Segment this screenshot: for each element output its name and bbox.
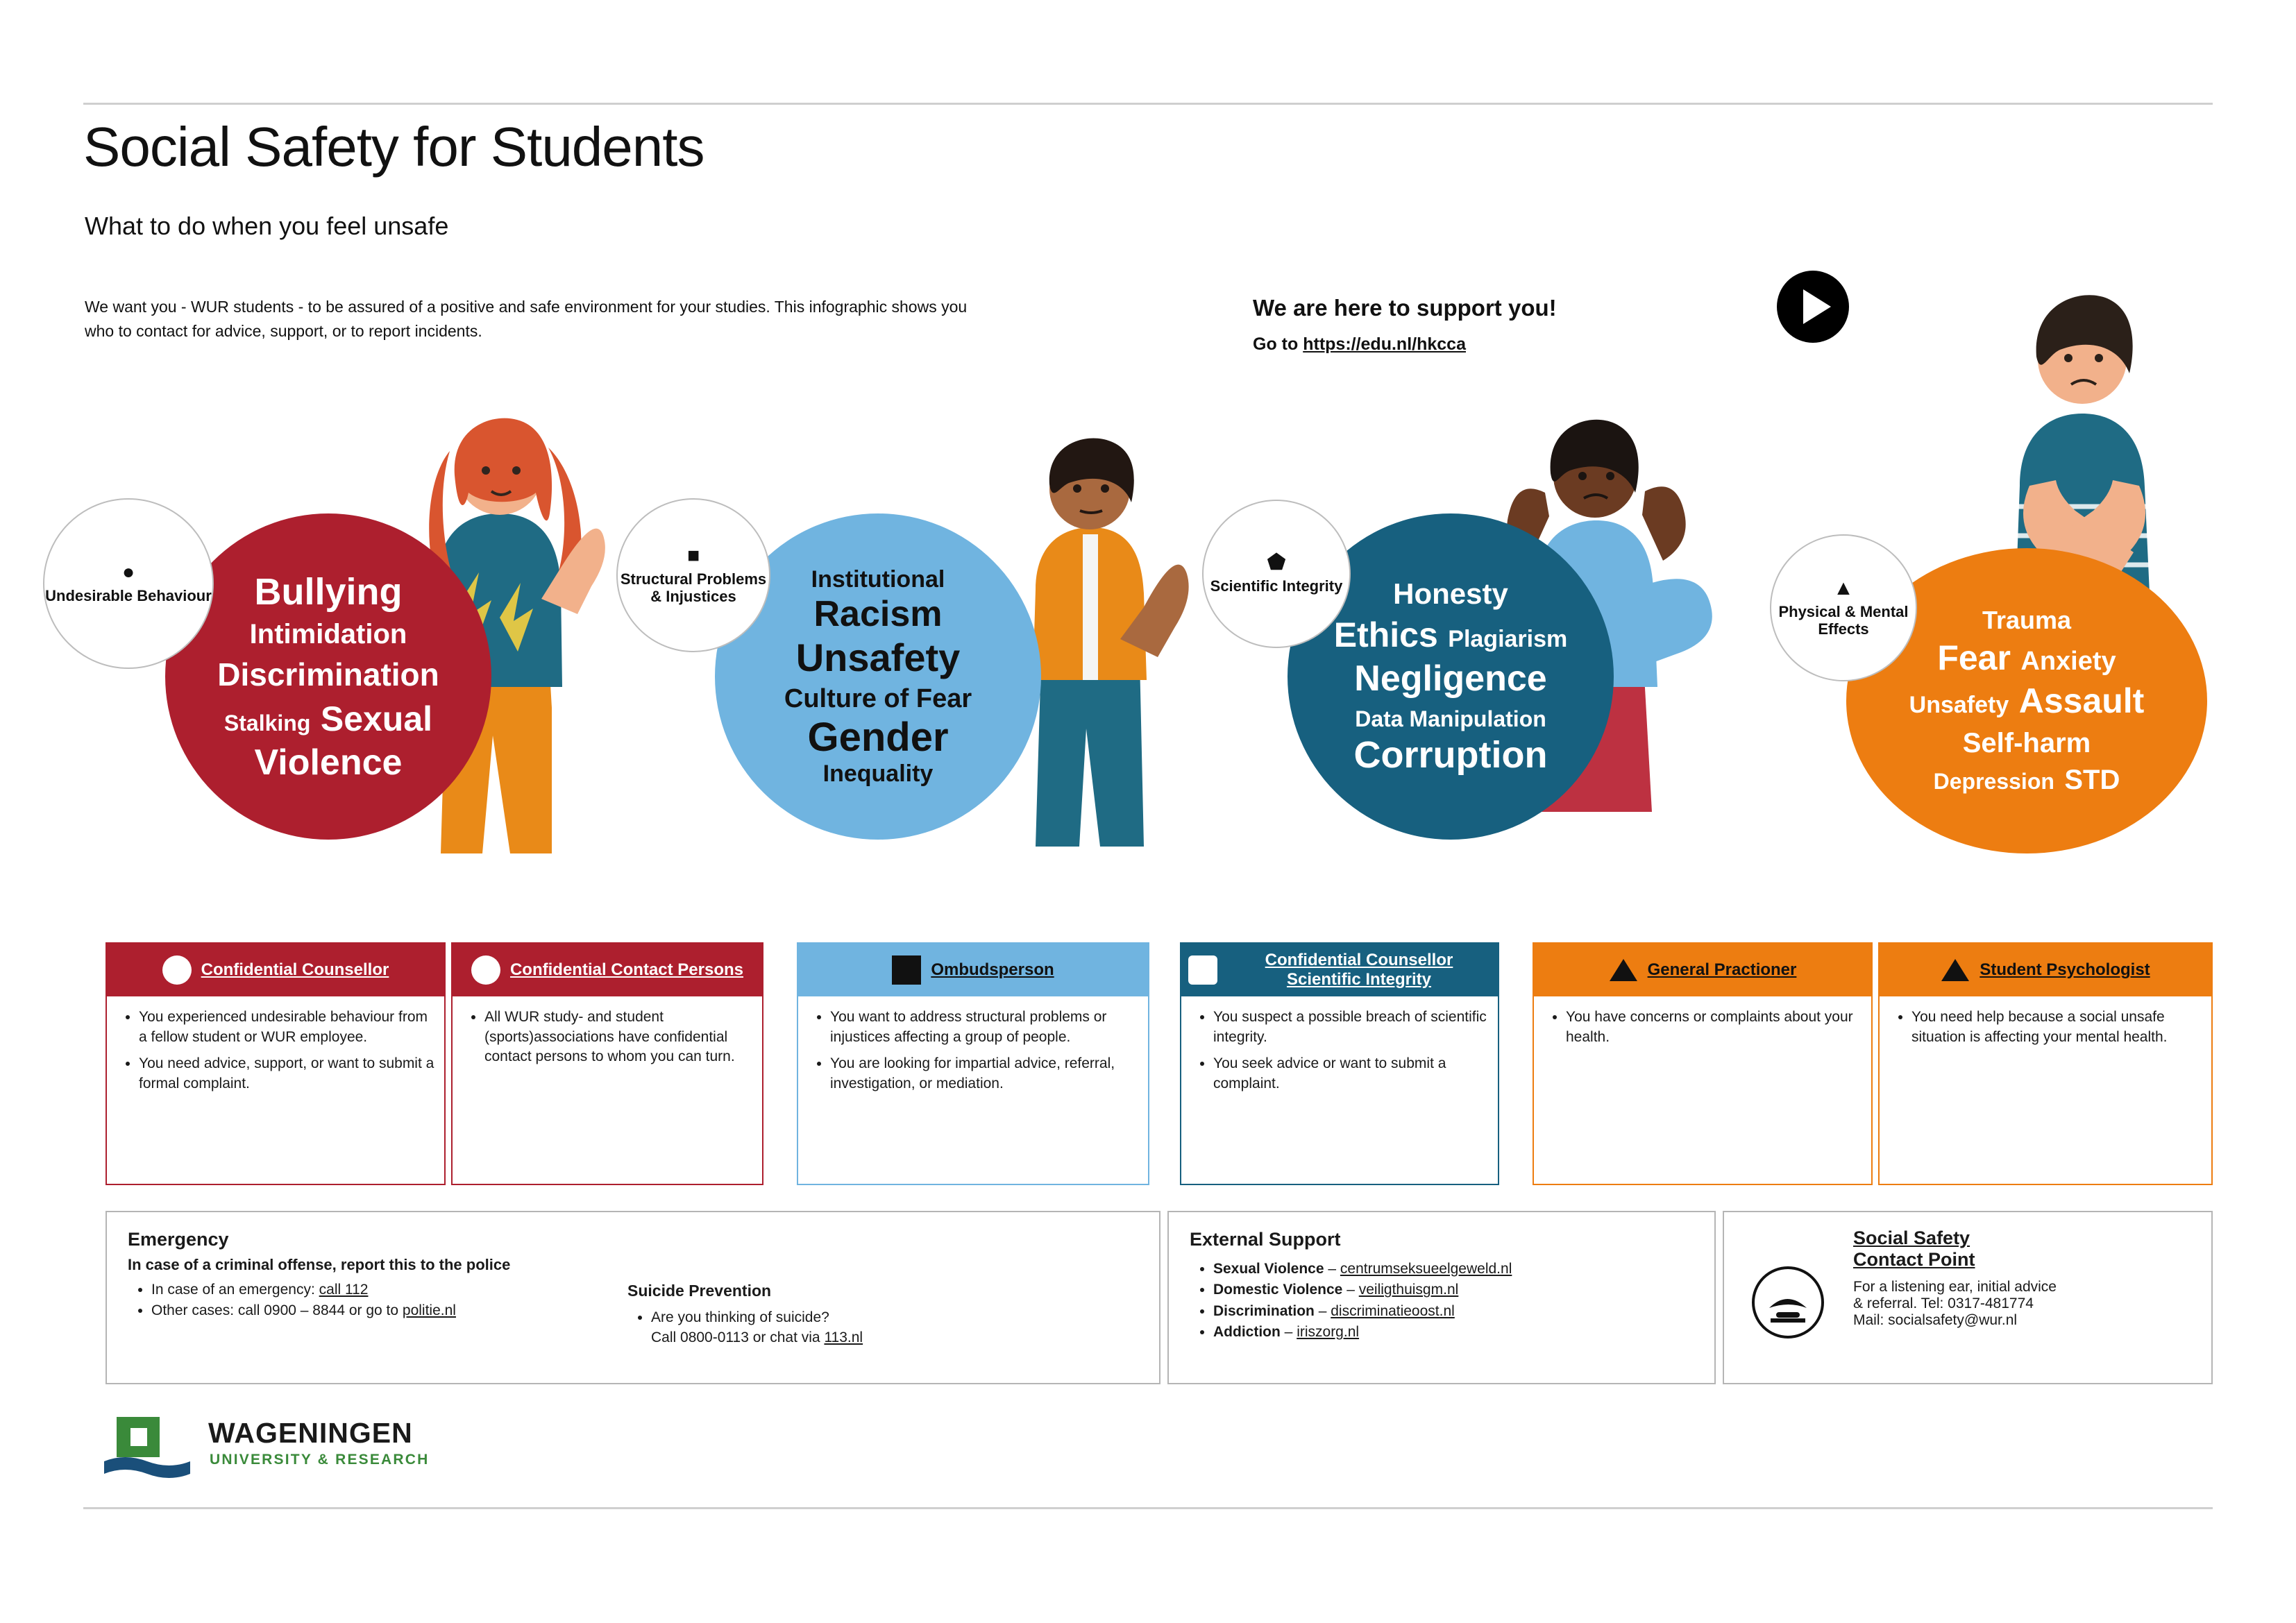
triangle-icon (1941, 955, 1970, 985)
list-item: • You suspect a possible breach of scientific integrity. (1213, 1008, 1488, 1047)
theme-word: Data Manipulation (1355, 706, 1546, 731)
wur-logo-tagline: UNIVERSITY & RESEARCH (210, 1452, 430, 1468)
theme-label-structural-problems (616, 498, 770, 652)
support-heading: We are here to support you! (1253, 295, 1557, 321)
contact-point-line-3: Mail: socialsafety@wur.nl (1853, 1312, 2018, 1328)
card-title: Confidential Contact Persons (509, 960, 744, 980)
theme-word: Discrimination (217, 656, 439, 692)
list-item (1213, 1322, 1694, 1343)
contact-card-ombudsperson[interactable] (797, 942, 1149, 1185)
external-link[interactable]: centrumseksueelgeweld.nl (1340, 1261, 1512, 1277)
header-divider (83, 103, 2213, 105)
theme-word: Assault (2018, 681, 2145, 720)
support-goto-label: Go to (1253, 334, 1303, 354)
dash: – (1324, 1261, 1340, 1277)
theme-word: Depression (1933, 769, 2054, 794)
contact-card-confidential-counsellor[interactable] (105, 942, 446, 1185)
theme-word: Intimidation (249, 618, 407, 649)
card-title: Confidential Counsellor (201, 960, 389, 980)
support-goto-line (1253, 334, 1466, 355)
theme-word: STD (2064, 765, 2120, 795)
theme-word: Corruption (1353, 733, 1548, 776)
contact-card-general-practioner[interactable] (1533, 942, 1873, 1185)
social-safety-contact-point-box (1723, 1211, 2213, 1384)
theme-label-text: Physical & Mental Effects (1778, 602, 1909, 638)
external-label: Discrimination (1213, 1302, 1315, 1319)
dash: – (1314, 1302, 1331, 1319)
external-link[interactable]: discriminatieoost.nl (1331, 1302, 1455, 1319)
list-item (151, 1280, 679, 1300)
theme-word: Unsafety (1909, 692, 2009, 718)
theme-label-scientific-integrity (1202, 500, 1351, 648)
list-item (151, 1300, 679, 1321)
theme-circle-undesirable-behaviour (165, 513, 491, 840)
wur-logo-icon (104, 1416, 194, 1481)
wur-logo-name: WAGENINGEN (208, 1417, 413, 1449)
external-support-heading: External Support (1190, 1229, 1341, 1250)
external-label: Sexual Violence (1213, 1261, 1324, 1277)
theme-label-text: Structural Problems & Injustices (620, 570, 767, 605)
theme-word: Trauma (1982, 606, 2072, 634)
list-item: • All WUR study- and student (sports)associations have confidential contact persons to whom you can turn. (484, 1008, 752, 1067)
theme-word: Ethics (1333, 615, 1438, 654)
theme-word: Self-harm (1962, 728, 2091, 758)
theme-word: Institutional (811, 566, 945, 593)
circle-icon (162, 955, 192, 985)
external-link[interactable]: iriszorg.nl (1297, 1324, 1360, 1341)
footer-divider (83, 1507, 2213, 1509)
triangle-icon: ▲ (1833, 576, 1854, 600)
list-item: • You need help because a social unsafe situation is affecting your mental health. (1911, 1008, 2202, 1047)
dash: – (1280, 1324, 1297, 1341)
emergency-text: Other cases: call 0900 – 8844 or go to (151, 1302, 403, 1319)
politie-link[interactable]: politie.nl (402, 1302, 456, 1319)
113-link[interactable]: 113.nl (824, 1329, 863, 1346)
theme-word: Culture of Fear (784, 683, 972, 713)
contact-point-heading-1: Social Safety (1853, 1227, 1970, 1248)
emergency-box (105, 1211, 1160, 1384)
external-support-box (1167, 1211, 1716, 1384)
dash: – (1342, 1282, 1359, 1298)
theme-word: Racism (813, 593, 943, 634)
card-title: Ombudsperson (931, 960, 1054, 980)
theme-label-text: Scientific Integrity (1210, 577, 1343, 595)
list-item: • Are you thinking of suicide? (651, 1307, 1016, 1328)
theme-word: Inequality (822, 760, 934, 787)
list-item: • You seek advice or want to submit a complaint. (1213, 1054, 1488, 1094)
suicide-prevention-heading: Suicide Prevention (627, 1282, 772, 1300)
suicide-call-line (651, 1329, 1016, 1346)
contact-point-heading-2: Contact Point (1853, 1249, 1975, 1270)
circle-icon (471, 955, 500, 985)
contact-card-student-psychologist[interactable] (1878, 942, 2213, 1185)
list-item: • You have concerns or complaints about your health. (1566, 1008, 1862, 1047)
square-icon: ■ (686, 543, 700, 567)
theme-word: Fear (1937, 638, 2011, 677)
emergency-heading: Emergency (128, 1229, 229, 1250)
list-item (1213, 1259, 1694, 1280)
call-112-link[interactable]: call 112 (319, 1282, 369, 1298)
theme-word: Unsafety (795, 635, 961, 679)
external-label: Domestic Violence (1213, 1282, 1343, 1298)
page-subtitle: What to do when you feel unsafe (85, 212, 449, 240)
external-link[interactable]: veiligthuisgm.nl (1358, 1282, 1459, 1298)
emergency-subheading: In case of a criminal offense, report this to the police (128, 1256, 511, 1273)
theme-word: Honesty (1393, 577, 1508, 610)
list-item: • You experienced undesirable behaviour from a fellow student or WUR employee. (139, 1008, 434, 1047)
play-video-button[interactable] (1777, 271, 1849, 343)
card-title: General Practioner (1647, 960, 1797, 980)
theme-label-physical-mental-effects (1770, 534, 1917, 681)
contact-point-line-2: & referral. Tel: 0317-481774 (1853, 1295, 2034, 1311)
support-link[interactable]: https://edu.nl/hkcca (1303, 334, 1466, 354)
theme-word: Anxiety (2020, 647, 2116, 676)
list-item (1213, 1301, 1694, 1322)
support-hand-icon (1752, 1266, 1824, 1339)
theme-word: Violence (254, 742, 403, 783)
circle-icon: ● (121, 561, 135, 584)
theme-word: Plagiarism (1448, 625, 1568, 652)
page-title: Social Safety for Students (83, 116, 704, 178)
pentagon-icon (1188, 955, 1217, 985)
theme-word: Negligence (1354, 658, 1547, 699)
contact-point-line-1: For a listening ear, initial advice (1853, 1279, 2057, 1295)
triangle-icon (1609, 955, 1638, 985)
square-icon (892, 955, 921, 985)
list-item: • You are looking for impartial advice, referral, investigation, or mediation. (830, 1054, 1138, 1094)
list-item (1213, 1280, 1694, 1300)
contact-card-confidential-contact-persons[interactable] (451, 942, 763, 1185)
suicide-call-text: Call 0800-0113 or chat via (651, 1329, 825, 1346)
list-item: • You need advice, support, or want to submit a formal complaint. (139, 1054, 434, 1094)
theme-word: Gender (807, 714, 949, 760)
external-label: Addiction (1213, 1324, 1281, 1341)
theme-label-undesirable-behaviour (43, 498, 214, 669)
theme-word: Sexual (320, 699, 433, 738)
theme-word: Stalking (223, 710, 311, 736)
emergency-text: In case of an emergency: (151, 1282, 319, 1298)
card-title: Student Psychologist (1980, 960, 2150, 980)
card-title: Confidential Counsellor Scientific Integrity (1265, 951, 1453, 989)
pentagon-icon: ⬟ (1267, 551, 1286, 575)
intro-paragraph: We want you - WUR students - to be assured of a positive and safe environment for your studies. This infographic shows you who to contact for advice, support, or to report incidents. (85, 298, 968, 340)
list-item: • You want to address structural problems or injustices affecting a group of people. (830, 1008, 1138, 1047)
theme-word: Bullying (254, 570, 403, 613)
theme-label-text: Undesirable Behaviour (45, 587, 212, 605)
contact-card-confidential-counsellor-scientific-integrity[interactable] (1180, 942, 1499, 1185)
